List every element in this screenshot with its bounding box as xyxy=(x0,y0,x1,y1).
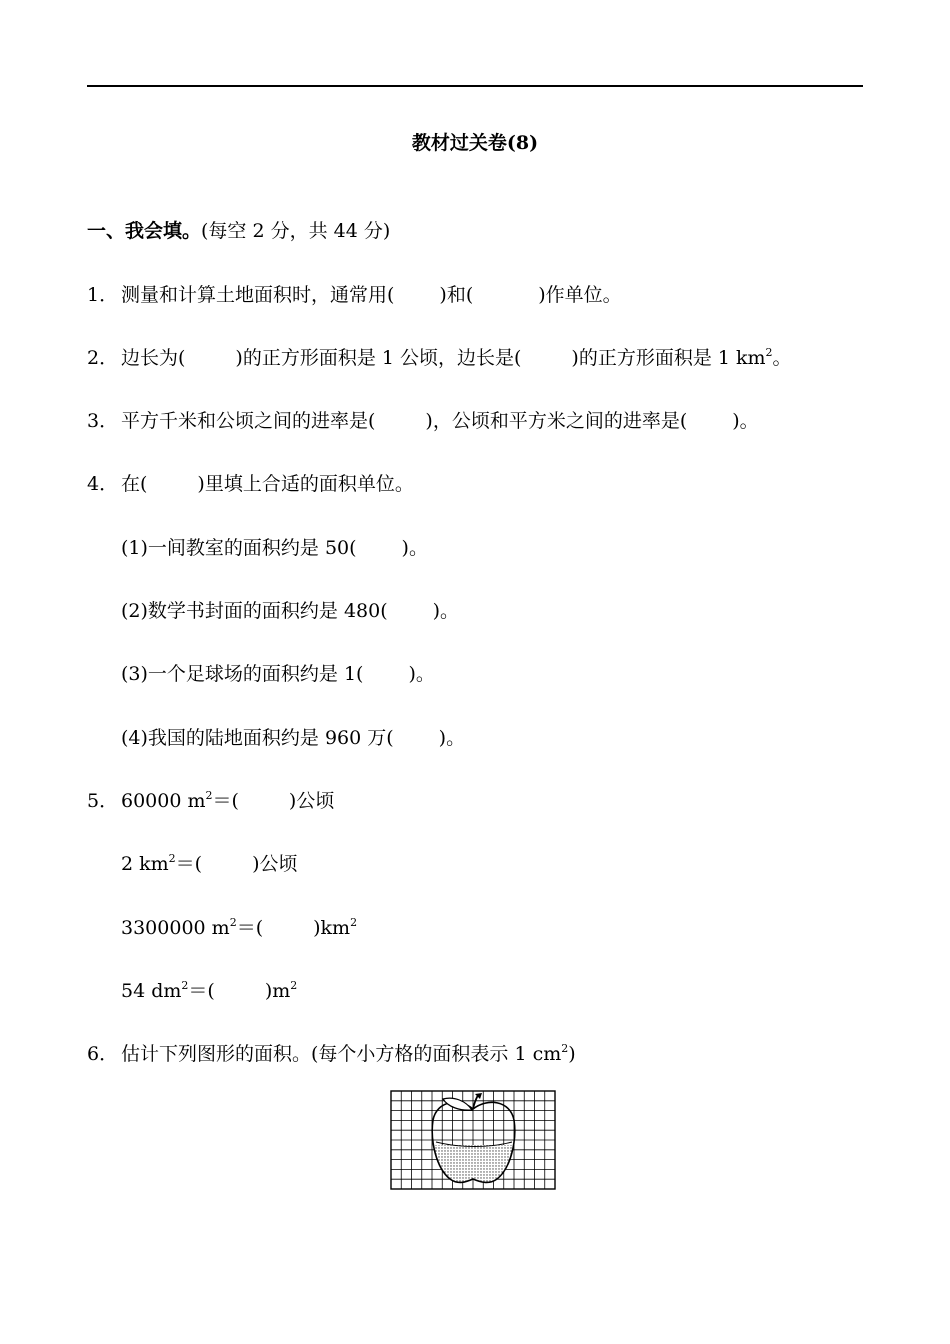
question-4 xyxy=(87,471,414,497)
page-title: 教材过关卷(8) xyxy=(411,132,539,154)
question-text: 平方千米和公顷之间的进率是( xyxy=(121,410,376,432)
question-text: 60000 m xyxy=(121,790,206,812)
section-1-note: (每空 2 分，共 44 分) xyxy=(201,220,391,242)
question-text: ＝( xyxy=(188,980,215,1002)
question-text: 3300000 m xyxy=(121,917,230,939)
question-text: ＝( xyxy=(175,853,203,875)
apple-grid-figure xyxy=(390,1090,556,1190)
question-number: 4． xyxy=(87,473,119,495)
question-text: )。 xyxy=(408,663,435,685)
question-text: )m xyxy=(264,980,291,1002)
question-text: 在( xyxy=(121,473,148,495)
question-4-sub-2 xyxy=(121,598,459,624)
question-text: )的正方形面积是 1 km xyxy=(571,347,766,369)
superscript: 2 xyxy=(561,1042,569,1055)
question-text: (2)数学书封面的面积约是 480( xyxy=(121,600,388,622)
question-text: 测量和计算土地面积时，通常用( xyxy=(121,284,395,306)
superscript: 2 xyxy=(205,789,213,802)
question-text: 2 km xyxy=(121,853,169,875)
question-text: )里填上合适的面积单位。 xyxy=(197,473,414,495)
superscript: 2 xyxy=(765,346,773,359)
question-5-line-3 xyxy=(121,915,357,941)
superscript: 2 xyxy=(168,852,176,865)
question-4-sub-3 xyxy=(121,661,435,687)
question-text: 估计下列图形的面积。(每个小方格的面积表示 1 cm xyxy=(121,1043,562,1065)
question-4-sub-4 xyxy=(121,725,465,751)
question-text: )。 xyxy=(438,727,466,749)
question-number: 5． xyxy=(87,790,119,812)
superscript: 2 xyxy=(229,916,237,929)
question-3 xyxy=(87,408,759,434)
question-2 xyxy=(87,345,792,371)
question-text: 。 xyxy=(772,347,792,369)
question-5-line-1 xyxy=(87,788,334,814)
question-text: 54 dm xyxy=(121,980,182,1002)
question-text: ＝( xyxy=(212,790,239,812)
top-rule xyxy=(87,85,863,87)
question-text: (3)一个足球场的面积约是 1( xyxy=(121,663,364,685)
question-text: )作单位。 xyxy=(538,284,622,306)
question-text: )。 xyxy=(432,600,460,622)
question-text: 边长为( xyxy=(121,347,186,369)
question-6 xyxy=(87,1041,576,1067)
question-text: )，公顷和平方米之间的进率是( xyxy=(425,410,688,432)
question-text: )的正方形面积是 1 公顷，边长是( xyxy=(235,347,522,369)
section-1-heading xyxy=(87,218,390,244)
question-text: ) xyxy=(568,1043,576,1065)
apple-leaf xyxy=(443,1098,472,1110)
superscript: 2 xyxy=(181,979,189,992)
question-number: 3． xyxy=(87,410,119,432)
superscript: 2 xyxy=(350,916,358,929)
question-text: ＝( xyxy=(236,917,264,939)
question-text: )km xyxy=(313,917,351,939)
question-text: )公顷 xyxy=(252,853,298,875)
question-text: (1)一间教室的面积约是 50( xyxy=(121,537,357,559)
apple-grid-svg xyxy=(390,1090,556,1190)
superscript: 2 xyxy=(290,979,298,992)
question-text: )公顷 xyxy=(288,790,335,812)
question-5-line-2 xyxy=(121,851,298,877)
question-text: )。 xyxy=(732,410,759,432)
question-4-sub-1 xyxy=(121,535,428,561)
question-text: )。 xyxy=(401,537,428,559)
question-number: 6． xyxy=(87,1043,119,1065)
question-5-line-4 xyxy=(121,978,297,1004)
apple-shaded-region xyxy=(433,1145,515,1187)
question-text: (4)我国的陆地面积约是 960 万( xyxy=(121,727,394,749)
question-number: 1． xyxy=(87,284,119,306)
question-text: )和( xyxy=(439,284,474,306)
question-number: 2． xyxy=(87,347,119,369)
question-1 xyxy=(87,282,622,308)
section-1-title: 一、我会填。 xyxy=(87,220,202,242)
